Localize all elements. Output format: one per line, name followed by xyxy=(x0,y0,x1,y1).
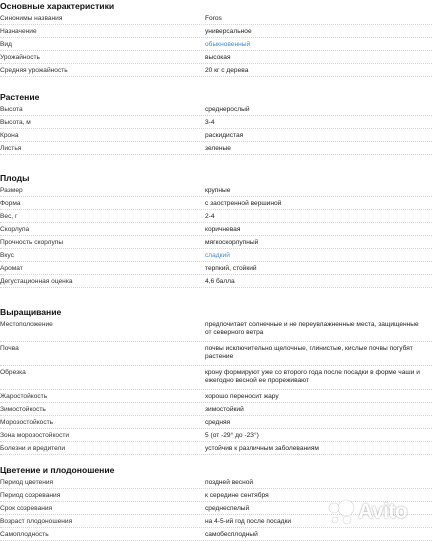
spec-row xyxy=(0,223,432,236)
spec-label: Срок созревания xyxy=(0,505,53,512)
spec-label: Назначение xyxy=(0,28,37,35)
spec-row xyxy=(0,390,432,403)
row-divider xyxy=(0,453,432,455)
section-title: Выращивание xyxy=(0,307,62,317)
spec-label: Скорлупа xyxy=(0,226,30,233)
spec-value: терпкий, стойкий xyxy=(205,265,257,272)
spec-label: Вид xyxy=(0,41,12,48)
spec-value: средняя xyxy=(205,419,231,426)
spec-row xyxy=(0,366,432,390)
spec-row xyxy=(0,103,432,116)
spec-label: Дегустационная оценка xyxy=(0,278,73,285)
spec-value: раскидистая xyxy=(205,132,244,139)
spec-row xyxy=(0,249,432,262)
section-title: Основные характеристики xyxy=(0,1,115,11)
spec-value: предпочитает солнечные и не переувлажненные места, защищенные от северного ветра xyxy=(205,321,419,336)
avito-logo-icon xyxy=(326,499,356,525)
spec-label: Средняя урожайность xyxy=(0,67,68,74)
spec-label: Почва xyxy=(0,345,19,352)
spec-value: хорошо переносит жару xyxy=(205,393,279,400)
spec-label: Болезни и вредители xyxy=(0,445,66,452)
spec-value-link[interactable]: обыкновенный xyxy=(205,41,251,48)
row-divider xyxy=(0,75,432,77)
spec-label: Прочность скорлупы xyxy=(0,239,64,246)
spec-row xyxy=(0,25,432,38)
spec-row xyxy=(0,116,432,129)
spec-row xyxy=(0,38,432,51)
spec-value: среднеспелый xyxy=(205,505,250,512)
spec-value: мягкоскорлупный xyxy=(205,239,259,246)
spec-row xyxy=(0,318,432,342)
spec-row xyxy=(0,442,432,455)
spec-value: к середине сентября xyxy=(205,492,269,499)
spec-label: Морозостойкость xyxy=(0,419,54,426)
spec-row xyxy=(0,184,432,197)
spec-label: Крона xyxy=(0,132,19,139)
avito-watermark xyxy=(326,497,426,527)
spec-row xyxy=(0,236,432,249)
spec-row xyxy=(0,476,432,489)
spec-row xyxy=(0,528,432,541)
spec-row xyxy=(0,142,432,155)
spec-value: зеленые xyxy=(205,145,231,152)
spec-row xyxy=(0,262,432,275)
spec-value-link[interactable]: сладкий xyxy=(205,252,230,259)
row-divider xyxy=(0,153,432,155)
spec-row xyxy=(0,12,432,25)
spec-value: зимостойкий xyxy=(205,406,244,413)
spec-value: 2-4 xyxy=(205,213,215,220)
spec-row xyxy=(0,342,432,366)
spec-value: на 4-5-ий год после посадки xyxy=(205,518,292,525)
spec-label: Урожайность xyxy=(0,54,40,61)
spec-label: Высота, м xyxy=(0,119,31,126)
spec-value: самобесплодный xyxy=(205,531,258,538)
section-title: Цветение и плодоношение xyxy=(0,465,115,475)
spec-value: универсальное xyxy=(205,28,252,35)
spec-value: с заостренной вершиной xyxy=(205,200,282,207)
spec-label: Период созревания xyxy=(0,492,61,499)
spec-label: Размер xyxy=(0,187,23,194)
spec-label: Зона морозостойкости xyxy=(0,432,70,439)
spec-value: почвы исключительно щелочные, глинистые, кислые почвы погубят растение xyxy=(205,345,413,360)
spec-label: Жаростойкость xyxy=(0,393,48,400)
spec-value: устойчив к различным заболеваниям xyxy=(205,445,319,452)
spec-label: Аромат xyxy=(0,265,23,272)
spec-value: коричневая xyxy=(205,226,241,233)
avito-watermark-text: Avito xyxy=(358,500,408,523)
spec-label: Вкус xyxy=(0,252,14,259)
spec-label: Самоплодность xyxy=(0,531,49,538)
spec-label: Форма xyxy=(0,200,21,207)
section-title: Растение xyxy=(0,92,40,102)
spec-value: крупные xyxy=(205,187,231,194)
spec-value: 4,6 балла xyxy=(205,278,235,285)
spec-value: 20 кг с дерева xyxy=(205,67,249,74)
spec-label: Обрезка xyxy=(0,369,26,376)
spec-value: 3-4 xyxy=(205,119,215,126)
spec-label: Период цветения xyxy=(0,479,54,486)
spec-label: Вес, г xyxy=(0,213,18,220)
spec-row xyxy=(0,416,432,429)
spec-label: Синонимы названия xyxy=(0,15,63,22)
spec-row xyxy=(0,275,432,288)
spec-row xyxy=(0,403,432,416)
spec-label: Листья xyxy=(0,145,22,152)
spec-value: среднерослый xyxy=(205,106,250,113)
spec-label: Местоположение xyxy=(0,321,53,328)
spec-row xyxy=(0,51,432,64)
spec-label: Зимостойкость xyxy=(0,406,46,413)
spec-label: Высота xyxy=(0,106,23,113)
spec-row xyxy=(0,64,432,77)
spec-row xyxy=(0,429,432,442)
spec-value: Foros xyxy=(205,15,222,22)
spec-value: высокая xyxy=(205,54,231,61)
section-title: Плоды xyxy=(0,173,30,183)
spec-value: крону формируют уже со второго года после посадки в форме чаши и ежегодно весной ее прореживают xyxy=(205,369,420,384)
spec-row xyxy=(0,210,432,223)
spec-row xyxy=(0,129,432,142)
spec-value: 5 (от -29° до -23°) xyxy=(205,432,259,439)
spec-value: поздней весной xyxy=(205,479,254,486)
row-divider xyxy=(0,286,432,288)
spec-label: Возраст плодоношения xyxy=(0,518,73,525)
spec-row xyxy=(0,197,432,210)
